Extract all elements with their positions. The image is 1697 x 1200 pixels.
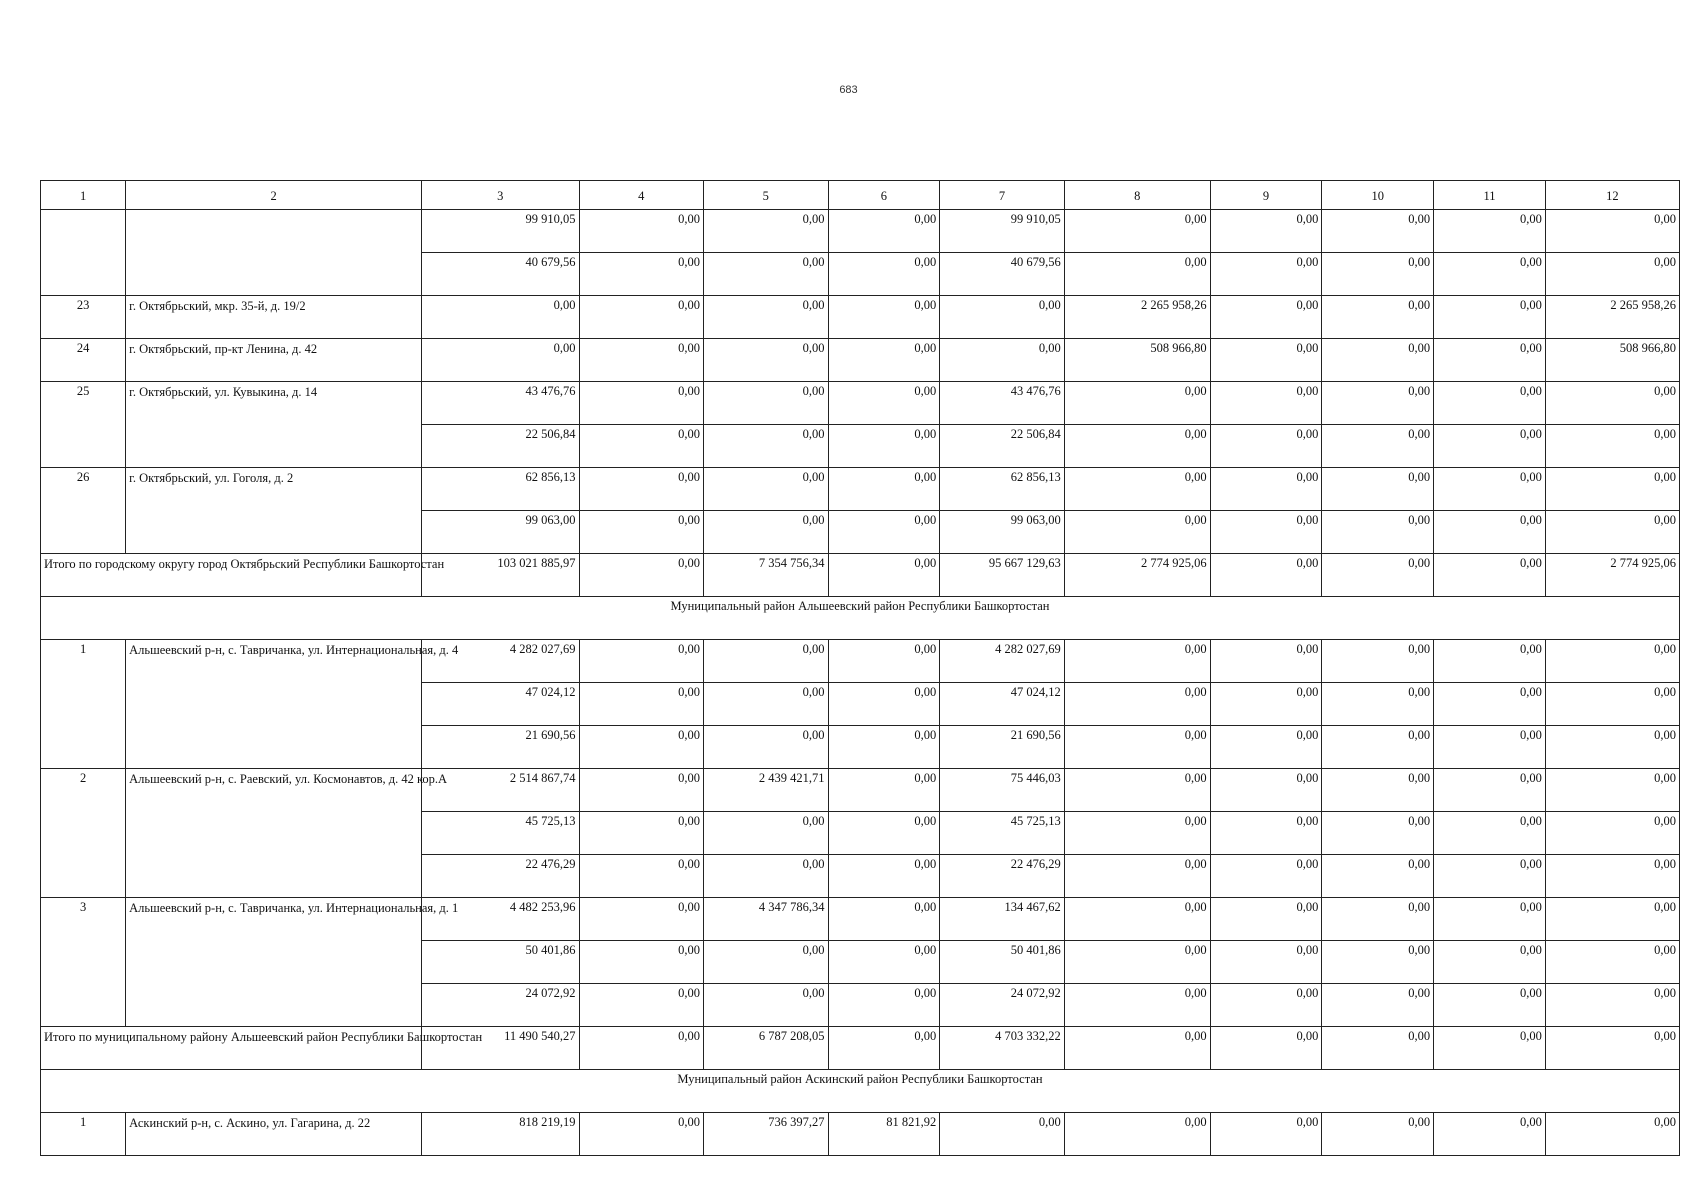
value-cell-col-7: 95 667 129,63 bbox=[940, 554, 1065, 597]
value-cell-col-12: 0,00 bbox=[1545, 726, 1679, 769]
value-cell-col-9: 0,00 bbox=[1210, 554, 1322, 597]
value-cell-col-6: 0,00 bbox=[828, 511, 940, 554]
value-cell-col-5: 0,00 bbox=[704, 812, 829, 855]
table-row bbox=[41, 382, 1680, 425]
value-cell-col-12: 0,00 bbox=[1545, 855, 1679, 898]
table-row bbox=[41, 210, 1680, 253]
value-cell-col-11: 0,00 bbox=[1434, 382, 1546, 425]
value-cell-col-3: 4 482 253,96 bbox=[422, 898, 580, 941]
value-cell-col-8: 0,00 bbox=[1064, 511, 1210, 554]
value-cell-col-3: 40 679,56 bbox=[422, 253, 580, 296]
value-cell-col-11: 0,00 bbox=[1434, 511, 1546, 554]
table-row bbox=[41, 339, 1680, 382]
value-cell-col-4: 0,00 bbox=[579, 1027, 704, 1070]
value-cell-col-8: 0,00 bbox=[1064, 640, 1210, 683]
value-cell-col-11: 0,00 bbox=[1434, 210, 1546, 253]
value-cell-col-3: 22 476,29 bbox=[422, 855, 580, 898]
value-cell-col-3: 2 514 867,74 bbox=[422, 769, 580, 812]
value-cell-col-6: 0,00 bbox=[828, 382, 940, 425]
value-cell-col-10: 0,00 bbox=[1322, 425, 1434, 468]
value-cell-col-9: 0,00 bbox=[1210, 855, 1322, 898]
value-cell-col-10: 0,00 bbox=[1322, 855, 1434, 898]
row-index: 24 bbox=[41, 339, 126, 382]
value-cell-col-4: 0,00 bbox=[579, 984, 704, 1027]
value-cell-col-9: 0,00 bbox=[1210, 769, 1322, 812]
value-cell-col-11: 0,00 bbox=[1434, 855, 1546, 898]
table-body bbox=[41, 210, 1680, 1156]
value-cell-col-8: 0,00 bbox=[1064, 769, 1210, 812]
value-cell-col-4: 0,00 bbox=[579, 855, 704, 898]
value-cell-col-10: 0,00 bbox=[1322, 769, 1434, 812]
value-cell-col-8: 0,00 bbox=[1064, 210, 1210, 253]
value-cell-col-4: 0,00 bbox=[579, 339, 704, 382]
value-cell-col-8: 0,00 bbox=[1064, 855, 1210, 898]
value-cell-col-9: 0,00 bbox=[1210, 425, 1322, 468]
value-cell-col-11: 0,00 bbox=[1434, 1113, 1546, 1156]
value-cell-col-6: 0,00 bbox=[828, 984, 940, 1027]
value-cell-col-8: 0,00 bbox=[1064, 812, 1210, 855]
value-cell-col-4: 0,00 bbox=[579, 253, 704, 296]
header-col-7: 7 bbox=[940, 181, 1065, 210]
value-cell-col-4: 0,00 bbox=[579, 296, 704, 339]
value-cell-col-12: 0,00 bbox=[1545, 1027, 1679, 1070]
value-cell-col-3: 43 476,76 bbox=[422, 382, 580, 425]
value-cell-col-7: 40 679,56 bbox=[940, 253, 1065, 296]
value-cell-col-12: 0,00 bbox=[1545, 210, 1679, 253]
value-cell-col-9: 0,00 bbox=[1210, 898, 1322, 941]
value-cell-col-6: 0,00 bbox=[828, 640, 940, 683]
value-cell-col-5: 0,00 bbox=[704, 296, 829, 339]
value-cell-col-9: 0,00 bbox=[1210, 468, 1322, 511]
value-cell-col-3: 62 856,13 bbox=[422, 468, 580, 511]
total-label: Итого по городскому округу город Октябрьский Республики Башкортостан bbox=[41, 554, 422, 597]
value-cell-col-12: 0,00 bbox=[1545, 941, 1679, 984]
value-cell-col-11: 0,00 bbox=[1434, 640, 1546, 683]
value-cell-col-3: 24 072,92 bbox=[422, 984, 580, 1027]
value-cell-col-10: 0,00 bbox=[1322, 468, 1434, 511]
value-cell-col-4: 0,00 bbox=[579, 425, 704, 468]
value-cell-col-8: 0,00 bbox=[1064, 898, 1210, 941]
value-cell-col-10: 0,00 bbox=[1322, 210, 1434, 253]
value-cell-col-8: 0,00 bbox=[1064, 425, 1210, 468]
value-cell-col-11: 0,00 bbox=[1434, 253, 1546, 296]
value-cell-col-12: 0,00 bbox=[1545, 253, 1679, 296]
value-cell-col-12: 0,00 bbox=[1545, 425, 1679, 468]
value-cell-col-9: 0,00 bbox=[1210, 210, 1322, 253]
value-cell-col-10: 0,00 bbox=[1322, 812, 1434, 855]
value-cell-col-9: 0,00 bbox=[1210, 812, 1322, 855]
value-cell-col-5: 0,00 bbox=[704, 253, 829, 296]
value-cell-col-3: 99 063,00 bbox=[422, 511, 580, 554]
address-cell: Аскинский р-н, с. Аскино, ул. Гагарина, д. 22 bbox=[126, 1113, 422, 1156]
value-cell-col-4: 0,00 bbox=[579, 898, 704, 941]
value-cell-col-6: 0,00 bbox=[828, 425, 940, 468]
value-cell-col-10: 0,00 bbox=[1322, 253, 1434, 296]
header-col-3: 3 bbox=[422, 181, 580, 210]
value-cell-col-8: 0,00 bbox=[1064, 726, 1210, 769]
value-cell-col-3: 0,00 bbox=[422, 296, 580, 339]
header-col-4: 4 bbox=[579, 181, 704, 210]
value-cell-col-7: 47 024,12 bbox=[940, 683, 1065, 726]
value-cell-col-7: 50 401,86 bbox=[940, 941, 1065, 984]
value-cell-col-10: 0,00 bbox=[1322, 554, 1434, 597]
value-cell-col-11: 0,00 bbox=[1434, 726, 1546, 769]
row-index: 2 bbox=[41, 769, 126, 898]
row-index: 25 bbox=[41, 382, 126, 468]
value-cell-col-12: 2 265 958,26 bbox=[1545, 296, 1679, 339]
value-cell-col-10: 0,00 bbox=[1322, 511, 1434, 554]
section-row bbox=[41, 1070, 1680, 1113]
value-cell-col-6: 0,00 bbox=[828, 253, 940, 296]
value-cell-col-8: 0,00 bbox=[1064, 984, 1210, 1027]
value-cell-col-8: 2 774 925,06 bbox=[1064, 554, 1210, 597]
value-cell-col-10: 0,00 bbox=[1322, 640, 1434, 683]
value-cell-col-11: 0,00 bbox=[1434, 1027, 1546, 1070]
value-cell-col-10: 0,00 bbox=[1322, 941, 1434, 984]
value-cell-col-4: 0,00 bbox=[579, 210, 704, 253]
value-cell-col-7: 0,00 bbox=[940, 296, 1065, 339]
header-col-9: 9 bbox=[1210, 181, 1322, 210]
value-cell-col-5: 4 347 786,34 bbox=[704, 898, 829, 941]
value-cell-col-9: 0,00 bbox=[1210, 382, 1322, 425]
value-cell-col-10: 0,00 bbox=[1322, 984, 1434, 1027]
value-cell-col-7: 134 467,62 bbox=[940, 898, 1065, 941]
row-index: 23 bbox=[41, 296, 126, 339]
value-cell-col-6: 0,00 bbox=[828, 339, 940, 382]
value-cell-col-6: 0,00 bbox=[828, 468, 940, 511]
value-cell-col-9: 0,00 bbox=[1210, 683, 1322, 726]
value-cell-col-12: 0,00 bbox=[1545, 511, 1679, 554]
row-index bbox=[41, 210, 126, 296]
section-title: Муниципальный район Аскинский район Республики Башкортостан bbox=[41, 1070, 1680, 1113]
value-cell-col-11: 0,00 bbox=[1434, 941, 1546, 984]
value-cell-col-3: 4 282 027,69 bbox=[422, 640, 580, 683]
header-col-8: 8 bbox=[1064, 181, 1210, 210]
value-cell-col-6: 0,00 bbox=[828, 296, 940, 339]
value-cell-col-11: 0,00 bbox=[1434, 554, 1546, 597]
header-col-1: 1 bbox=[41, 181, 126, 210]
value-cell-col-6: 0,00 bbox=[828, 726, 940, 769]
row-index: 1 bbox=[41, 1113, 126, 1156]
header-col-10: 10 bbox=[1322, 181, 1434, 210]
value-cell-col-12: 508 966,80 bbox=[1545, 339, 1679, 382]
value-cell-col-12: 0,00 bbox=[1545, 812, 1679, 855]
value-cell-col-6: 0,00 bbox=[828, 812, 940, 855]
value-cell-col-12: 0,00 bbox=[1545, 769, 1679, 812]
value-cell-col-4: 0,00 bbox=[579, 468, 704, 511]
table-row bbox=[41, 296, 1680, 339]
value-cell-col-8: 0,00 bbox=[1064, 683, 1210, 726]
value-cell-col-12: 0,00 bbox=[1545, 382, 1679, 425]
table-row bbox=[41, 1113, 1680, 1156]
value-cell-col-7: 99 910,05 bbox=[940, 210, 1065, 253]
value-cell-col-7: 45 725,13 bbox=[940, 812, 1065, 855]
value-cell-col-11: 0,00 bbox=[1434, 769, 1546, 812]
value-cell-col-8: 0,00 bbox=[1064, 468, 1210, 511]
budget-table bbox=[40, 180, 1680, 1156]
value-cell-col-3: 22 506,84 bbox=[422, 425, 580, 468]
value-cell-col-7: 22 506,84 bbox=[940, 425, 1065, 468]
value-cell-col-8: 508 966,80 bbox=[1064, 339, 1210, 382]
value-cell-col-6: 0,00 bbox=[828, 1027, 940, 1070]
value-cell-col-5: 0,00 bbox=[704, 511, 829, 554]
value-cell-col-6: 0,00 bbox=[828, 769, 940, 812]
value-cell-col-7: 0,00 bbox=[940, 1113, 1065, 1156]
header-col-5: 5 bbox=[704, 181, 829, 210]
value-cell-col-3: 21 690,56 bbox=[422, 726, 580, 769]
value-cell-col-9: 0,00 bbox=[1210, 984, 1322, 1027]
total-row bbox=[41, 554, 1680, 597]
section-title: Муниципальный район Альшеевский район Республики Башкортостан bbox=[41, 597, 1680, 640]
header-col-6: 6 bbox=[828, 181, 940, 210]
value-cell-col-5: 0,00 bbox=[704, 855, 829, 898]
value-cell-col-10: 0,00 bbox=[1322, 296, 1434, 339]
value-cell-col-11: 0,00 bbox=[1434, 812, 1546, 855]
value-cell-col-10: 0,00 bbox=[1322, 898, 1434, 941]
value-cell-col-10: 0,00 bbox=[1322, 1113, 1434, 1156]
value-cell-col-7: 4 282 027,69 bbox=[940, 640, 1065, 683]
value-cell-col-9: 0,00 bbox=[1210, 511, 1322, 554]
value-cell-col-6: 0,00 bbox=[828, 941, 940, 984]
value-cell-col-10: 0,00 bbox=[1322, 382, 1434, 425]
value-cell-col-4: 0,00 bbox=[579, 1113, 704, 1156]
value-cell-col-7: 0,00 bbox=[940, 339, 1065, 382]
value-cell-col-5: 0,00 bbox=[704, 382, 829, 425]
value-cell-col-6: 81 821,92 bbox=[828, 1113, 940, 1156]
value-cell-col-4: 0,00 bbox=[579, 941, 704, 984]
value-cell-col-5: 7 354 756,34 bbox=[704, 554, 829, 597]
value-cell-col-9: 0,00 bbox=[1210, 1027, 1322, 1070]
value-cell-col-6: 0,00 bbox=[828, 898, 940, 941]
value-cell-col-7: 62 856,13 bbox=[940, 468, 1065, 511]
value-cell-col-9: 0,00 bbox=[1210, 253, 1322, 296]
value-cell-col-11: 0,00 bbox=[1434, 425, 1546, 468]
value-cell-col-12: 0,00 bbox=[1545, 683, 1679, 726]
value-cell-col-10: 0,00 bbox=[1322, 339, 1434, 382]
page-number: 683 bbox=[839, 84, 858, 96]
value-cell-col-12: 0,00 bbox=[1545, 898, 1679, 941]
value-cell-col-10: 0,00 bbox=[1322, 683, 1434, 726]
value-cell-col-6: 0,00 bbox=[828, 855, 940, 898]
header-col-11: 11 bbox=[1434, 181, 1546, 210]
value-cell-col-9: 0,00 bbox=[1210, 941, 1322, 984]
value-cell-col-3: 47 024,12 bbox=[422, 683, 580, 726]
value-cell-col-4: 0,00 bbox=[579, 726, 704, 769]
value-cell-col-5: 0,00 bbox=[704, 984, 829, 1027]
address-cell: г. Октябрьский, пр-кт Ленина, д. 42 bbox=[126, 339, 422, 382]
value-cell-col-4: 0,00 bbox=[579, 382, 704, 425]
value-cell-col-11: 0,00 bbox=[1434, 984, 1546, 1027]
value-cell-col-6: 0,00 bbox=[828, 210, 940, 253]
value-cell-col-11: 0,00 bbox=[1434, 898, 1546, 941]
value-cell-col-12: 0,00 bbox=[1545, 984, 1679, 1027]
value-cell-col-5: 0,00 bbox=[704, 468, 829, 511]
value-cell-col-9: 0,00 bbox=[1210, 1113, 1322, 1156]
header-col-12: 12 bbox=[1545, 181, 1679, 210]
value-cell-col-4: 0,00 bbox=[579, 640, 704, 683]
value-cell-col-8: 0,00 bbox=[1064, 1113, 1210, 1156]
value-cell-col-8: 0,00 bbox=[1064, 253, 1210, 296]
value-cell-col-4: 0,00 bbox=[579, 683, 704, 726]
value-cell-col-6: 0,00 bbox=[828, 683, 940, 726]
row-index: 1 bbox=[41, 640, 126, 769]
value-cell-col-3: 818 219,19 bbox=[422, 1113, 580, 1156]
value-cell-col-12: 0,00 bbox=[1545, 640, 1679, 683]
value-cell-col-3: 103 021 885,97 bbox=[422, 554, 580, 597]
table-row bbox=[41, 640, 1680, 683]
value-cell-col-3: 11 490 540,27 bbox=[422, 1027, 580, 1070]
value-cell-col-10: 0,00 bbox=[1322, 726, 1434, 769]
value-cell-col-6: 0,00 bbox=[828, 554, 940, 597]
value-cell-col-8: 2 265 958,26 bbox=[1064, 296, 1210, 339]
value-cell-col-12: 2 774 925,06 bbox=[1545, 554, 1679, 597]
row-index: 3 bbox=[41, 898, 126, 1027]
section-row bbox=[41, 597, 1680, 640]
value-cell-col-9: 0,00 bbox=[1210, 339, 1322, 382]
value-cell-col-11: 0,00 bbox=[1434, 683, 1546, 726]
table-row bbox=[41, 898, 1680, 941]
value-cell-col-7: 99 063,00 bbox=[940, 511, 1065, 554]
value-cell-col-5: 6 787 208,05 bbox=[704, 1027, 829, 1070]
value-cell-col-3: 50 401,86 bbox=[422, 941, 580, 984]
value-cell-col-3: 45 725,13 bbox=[422, 812, 580, 855]
value-cell-col-7: 4 703 332,22 bbox=[940, 1027, 1065, 1070]
value-cell-col-7: 43 476,76 bbox=[940, 382, 1065, 425]
address-cell: Альшеевский р-н, с. Раевский, ул. Космонавтов, д. 42 кор.А bbox=[126, 769, 422, 898]
value-cell-col-4: 0,00 bbox=[579, 554, 704, 597]
table-row bbox=[41, 468, 1680, 511]
value-cell-col-5: 0,00 bbox=[704, 339, 829, 382]
value-cell-col-9: 0,00 bbox=[1210, 640, 1322, 683]
value-cell-col-5: 0,00 bbox=[704, 210, 829, 253]
header-col-2: 2 bbox=[126, 181, 422, 210]
value-cell-col-4: 0,00 bbox=[579, 769, 704, 812]
value-cell-col-7: 21 690,56 bbox=[940, 726, 1065, 769]
address-cell: г. Октябрьский, ул. Кувыкина, д. 14 bbox=[126, 382, 422, 468]
value-cell-col-8: 0,00 bbox=[1064, 1027, 1210, 1070]
value-cell-col-5: 0,00 bbox=[704, 683, 829, 726]
value-cell-col-12: 0,00 bbox=[1545, 468, 1679, 511]
value-cell-col-5: 2 439 421,71 bbox=[704, 769, 829, 812]
value-cell-col-7: 22 476,29 bbox=[940, 855, 1065, 898]
row-index: 26 bbox=[41, 468, 126, 554]
value-cell-col-5: 736 397,27 bbox=[704, 1113, 829, 1156]
address-cell: Альшеевский р-н, с. Тавричанка, ул. Интернациональная, д. 1 bbox=[126, 898, 422, 1027]
address-cell: Альшеевский р-н, с. Тавричанка, ул. Интернациональная, д. 4 bbox=[126, 640, 422, 769]
address-cell: г. Октябрьский, ул. Гоголя, д. 2 bbox=[126, 468, 422, 554]
value-cell-col-4: 0,00 bbox=[579, 812, 704, 855]
value-cell-col-11: 0,00 bbox=[1434, 339, 1546, 382]
value-cell-col-7: 24 072,92 bbox=[940, 984, 1065, 1027]
value-cell-col-8: 0,00 bbox=[1064, 941, 1210, 984]
value-cell-col-11: 0,00 bbox=[1434, 468, 1546, 511]
value-cell-col-9: 0,00 bbox=[1210, 726, 1322, 769]
total-label: Итого по муниципальному району Альшеевский район Республики Башкортостан bbox=[41, 1027, 422, 1070]
header-row bbox=[41, 181, 1680, 210]
value-cell-col-11: 0,00 bbox=[1434, 296, 1546, 339]
value-cell-col-5: 0,00 bbox=[704, 726, 829, 769]
table-row bbox=[41, 769, 1680, 812]
value-cell-col-5: 0,00 bbox=[704, 941, 829, 984]
value-cell-col-4: 0,00 bbox=[579, 511, 704, 554]
value-cell-col-3: 0,00 bbox=[422, 339, 580, 382]
total-row bbox=[41, 1027, 1680, 1070]
value-cell-col-8: 0,00 bbox=[1064, 382, 1210, 425]
value-cell-col-12: 0,00 bbox=[1545, 1113, 1679, 1156]
address-cell: г. Октябрьский, мкр. 35-й, д. 19/2 bbox=[126, 296, 422, 339]
value-cell-col-5: 0,00 bbox=[704, 425, 829, 468]
value-cell-col-7: 75 446,03 bbox=[940, 769, 1065, 812]
value-cell-col-10: 0,00 bbox=[1322, 1027, 1434, 1070]
address-cell bbox=[126, 210, 422, 296]
value-cell-col-9: 0,00 bbox=[1210, 296, 1322, 339]
value-cell-col-5: 0,00 bbox=[704, 640, 829, 683]
value-cell-col-3: 99 910,05 bbox=[422, 210, 580, 253]
